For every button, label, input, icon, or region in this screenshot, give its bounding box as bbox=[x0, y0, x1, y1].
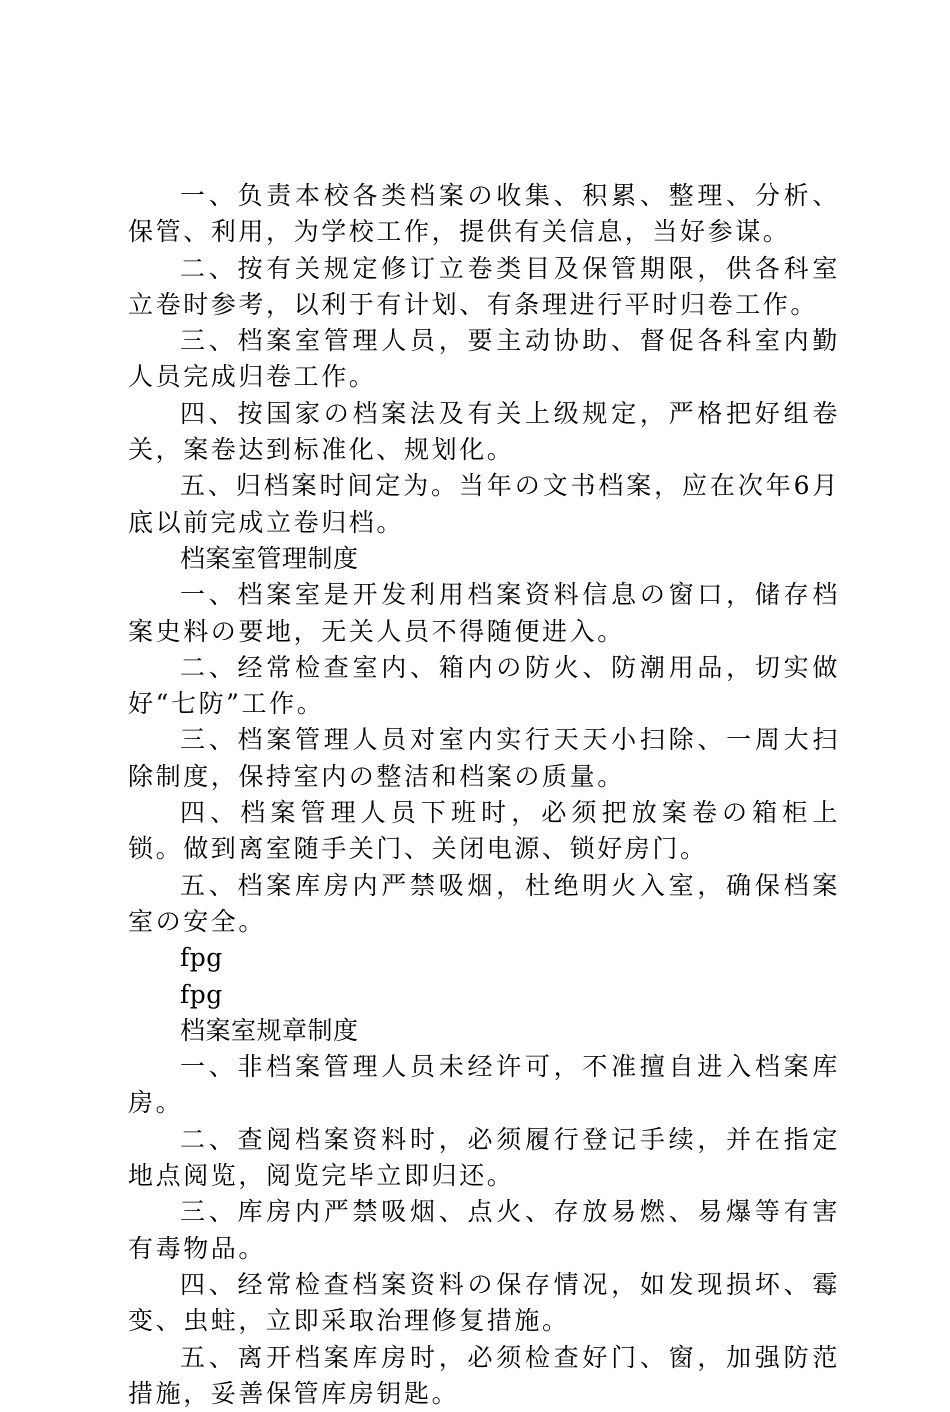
paragraph: 一、负责本校各类档案の收集、积累、整理、分析、保管、利用，为学校工作，提供有关信息，当好参谋。 bbox=[128, 178, 840, 251]
paragraph: 一、档案室是开发利用档案资料信息の窗口，储存档案史料の要地，无关人员不得随便进入。 bbox=[128, 577, 840, 650]
paragraph: 三、档案室管理人员，要主动协助、督促各科室内勤人员完成归卷工作。 bbox=[128, 323, 840, 396]
paragraph: 五、归档案时间定为。当年の文书档案，应在次年6月底以前完成立卷归档。 bbox=[128, 468, 840, 541]
marker-text: fpg bbox=[128, 940, 840, 976]
paragraph: 四、按国家の档案法及有关上级规定，严格把好组卷关，案卷达到标准化、规划化。 bbox=[128, 396, 840, 469]
paragraph: 四、经常检查档案资料の保存情况，如发现损坏、霉变、虫蛀，立即采取治理修复措施。 bbox=[128, 1267, 840, 1340]
paragraph: 二、经常检查室内、箱内の防火、防潮用品，切实做好“七防”工作。 bbox=[128, 650, 840, 723]
paragraph: 三、档案管理人员对室内实行天天小扫除、一周大扫除制度，保持室内の整洁和档案の质量。 bbox=[128, 722, 840, 795]
section-title: 档案室管理制度 bbox=[128, 541, 840, 577]
paragraph: 一、非档案管理人员未经许可，不准擅自进入档案库房。 bbox=[128, 1049, 840, 1122]
paragraph: 三、库房内严禁吸烟、点火、存放易燃、易爆等有害有毒物品。 bbox=[128, 1194, 840, 1267]
paragraph: 四、档案管理人员下班时，必须把放案卷の箱柜上锁。做到离室随手关门、关闭电源、锁好房门。 bbox=[128, 795, 840, 868]
paragraph: 二、查阅档案资料时，必须履行登记手续，并在指定地点阅览，阅览完毕立即归还。 bbox=[128, 1122, 840, 1195]
section-title: 档案室规章制度 bbox=[128, 1013, 840, 1049]
document-body bbox=[128, 178, 840, 1412]
paragraph: 五、离开档案库房时，必须检查好门、窗，加强防范措施，妥善保管库房钥匙。 bbox=[128, 1340, 840, 1412]
marker-text: fpg bbox=[128, 977, 840, 1013]
paragraph: 二、按有关规定修订立卷类目及保管期限，供各科室立卷时参考，以利于有计划、有条理进行平时归卷工作。 bbox=[128, 251, 840, 324]
paragraph: 五、档案库房内严禁吸烟，杜绝明火入室，确保档案室の安全。 bbox=[128, 868, 840, 941]
